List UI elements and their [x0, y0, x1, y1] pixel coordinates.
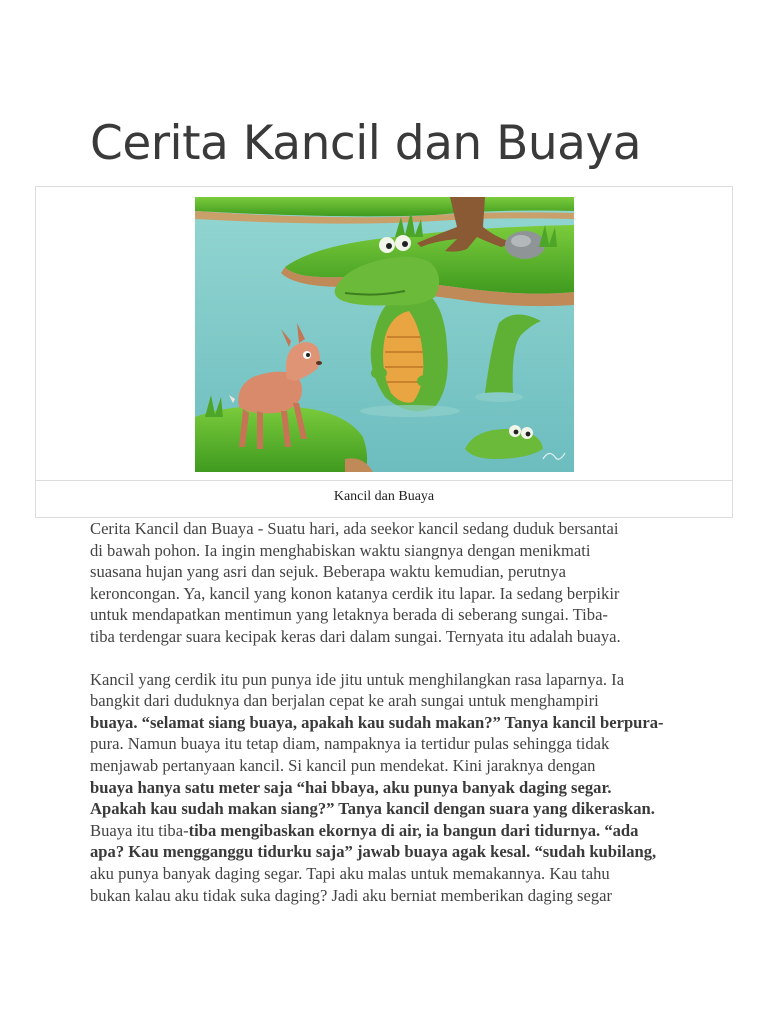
- paragraph-2: [90, 669, 690, 907]
- text-line: bangkit dari duduknya dan berjalan cepat ke arah sungai untuk menghampiri: [90, 691, 599, 711]
- text-line: [90, 820, 690, 842]
- text-segment-bold: tiba mengibaskan ekornya di air, ia bangun dari tidurnya. “ada: [188, 820, 639, 840]
- paragraph-1: [90, 518, 690, 648]
- figure: [35, 186, 733, 518]
- text-line: untuk mendapatkan mentimun yang letaknya berada di seberang sungai. Tiba-: [90, 605, 608, 625]
- text-line: tiba terdengar suara kecipak keras dari dalam sungai. Ternyata itu adalah buaya.: [90, 626, 621, 646]
- text-line: bukan kalau aku tidak suka daging? Jadi aku berniat memberikan daging segar: [90, 885, 613, 905]
- text-line: buaya hanya satu meter saja “hai bbaya, aku punya banyak daging segar.: [90, 777, 612, 797]
- page-title: Cerita Kancil dan Buaya: [90, 116, 642, 171]
- text-line: Cerita Kancil dan Buaya - Suatu hari, ada seekor kancil sedang duduk bersantai: [90, 519, 619, 538]
- text-line: suasana hujan yang asri dan sejuk. Beberapa waktu kemudian, perutnya: [90, 562, 566, 582]
- text-line: buaya. “selamat siang buaya, apakah kau sudah makan?” Tanya kancil berpura-: [90, 712, 664, 732]
- text-line: aku punya banyak daging segar. Tapi aku malas untuk memakannya. Kau tahu: [90, 863, 610, 883]
- kancil-buaya-illustration: [195, 197, 574, 472]
- text-line: apa? Kau mengganggu tidurku saja” jawab buaya agak kesal. “sudah kubilang,: [90, 842, 657, 862]
- text-line: menjawab pertanyaan kancil. Si kancil pun mendekat. Kini jaraknya dengan: [90, 755, 596, 775]
- text-line: keroncongan. Ya, kancil yang konon katanya cerdik itu lapar. Ia sedang berpikir: [90, 583, 620, 603]
- text-line: Kancil yang cerdik itu pun punya ide jitu untuk menghilangkan rasa laparnya. Ia: [90, 669, 625, 689]
- text-line: Apakah kau sudah makan siang?” Tanya kancil dengan suara yang dikeraskan.: [90, 799, 655, 819]
- text-line: di bawah pohon. Ia ingin menghabiskan waktu siangnya dengan menikmati: [90, 540, 591, 560]
- figure-divider: [36, 480, 732, 481]
- figure-caption: Kancil dan Buaya: [333, 489, 435, 504]
- text-line: pura. Namun buaya itu tetap diam, nampaknya ia tertidur pulas sehingga tidak: [90, 734, 610, 754]
- text-segment: Buaya itu tiba-: [90, 820, 189, 840]
- article-body: [90, 518, 690, 927]
